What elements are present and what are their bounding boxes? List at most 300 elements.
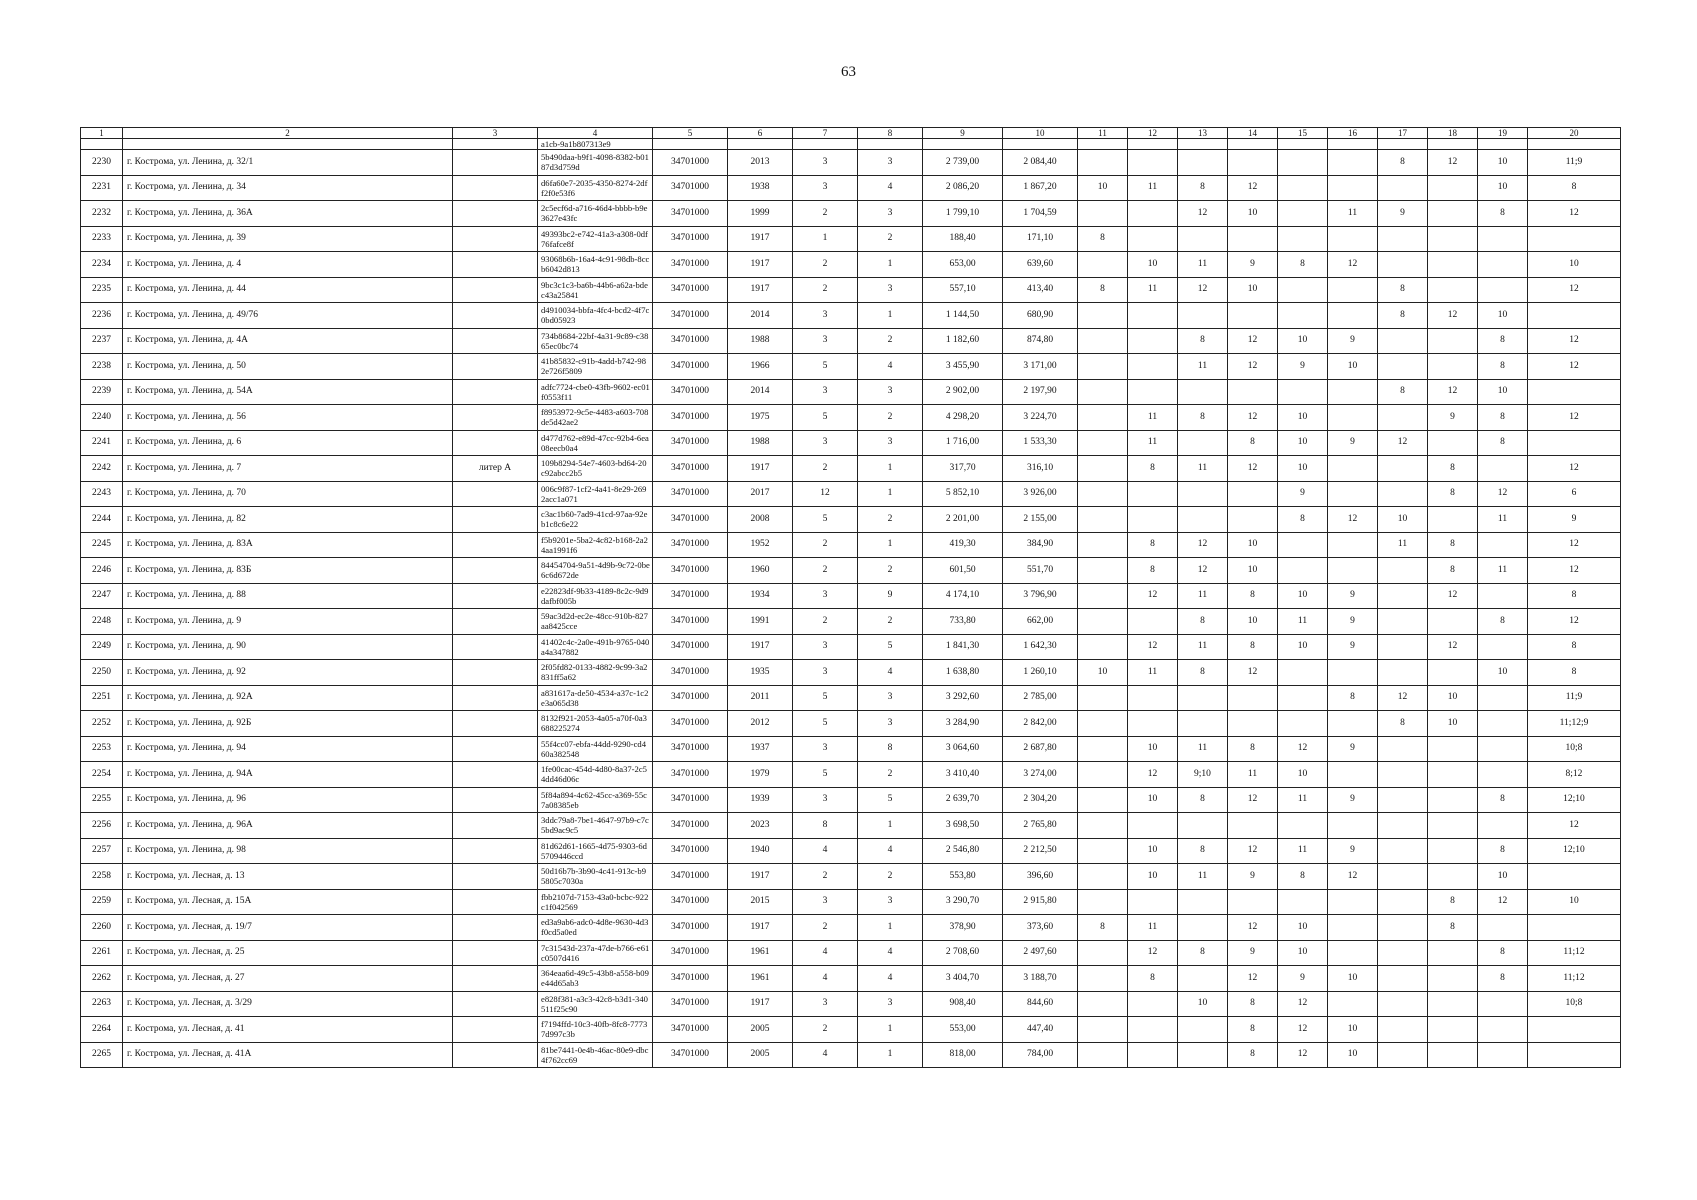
table-cell: 2012 <box>728 711 793 737</box>
table-row <box>81 558 1621 584</box>
table-cell: г. Кострома, ул. Ленина, д. 4А <box>123 328 453 354</box>
table-cell: 12 <box>1428 634 1478 660</box>
table-cell <box>1278 175 1328 201</box>
table-cell <box>1003 139 1078 150</box>
column-header: 20 <box>1528 128 1621 139</box>
table-cell <box>1278 277 1328 303</box>
table-cell <box>1078 889 1128 915</box>
table-cell <box>1378 991 1428 1017</box>
table-cell: 12 <box>1178 532 1228 558</box>
table-cell: 10 <box>1278 634 1328 660</box>
table-cell: 2264 <box>81 1017 123 1043</box>
table-cell: 8 <box>1228 1042 1278 1068</box>
table-cell: 10 <box>1128 736 1178 762</box>
table-cell: 653,00 <box>923 252 1003 278</box>
table-row <box>81 481 1621 507</box>
table-cell: 1961 <box>728 966 793 992</box>
table-cell: 5 <box>793 507 858 533</box>
table-cell: 10 <box>1328 966 1378 992</box>
table-row <box>81 838 1621 864</box>
table-cell: 10 <box>1478 660 1528 686</box>
table-cell: 12 <box>1528 532 1621 558</box>
table-cell: 2 639,70 <box>923 787 1003 813</box>
table-cell <box>1078 966 1128 992</box>
table-cell: 3 <box>793 430 858 456</box>
table-cell <box>453 150 538 176</box>
table-cell: 2 <box>793 252 858 278</box>
table-cell: 12 <box>1528 456 1621 482</box>
table-cell: г. Кострома, ул. Ленина, д. 6 <box>123 430 453 456</box>
table-row <box>81 966 1621 992</box>
table-cell: 2 <box>793 1017 858 1043</box>
table-cell: 34701000 <box>653 787 728 813</box>
table-cell <box>1478 991 1528 1017</box>
table-row <box>81 685 1621 711</box>
table-cell <box>453 889 538 915</box>
table-cell: 8 <box>1228 634 1278 660</box>
table-cell: d477d762-e89d-47cc-92b4-6ea08eecb0a4 <box>538 430 653 456</box>
table-cell: 378,90 <box>923 915 1003 941</box>
table-cell: 12 <box>1328 864 1378 890</box>
table-cell <box>1328 481 1378 507</box>
table-cell: 12 <box>1528 813 1621 839</box>
table-cell: 8 <box>1178 328 1228 354</box>
table-cell: 8 <box>1178 175 1228 201</box>
table-cell: 34701000 <box>653 303 728 329</box>
table-cell: 8 <box>1478 328 1528 354</box>
table-cell: 3 284,90 <box>923 711 1003 737</box>
table-cell <box>453 1042 538 1068</box>
table-cell: 55f4cc07-ebfa-44dd-9290-cd460a382548 <box>538 736 653 762</box>
table-cell: г. Кострома, ул. Ленина, д. 83А <box>123 532 453 558</box>
table-cell: 9 <box>1328 609 1378 635</box>
table-cell: 5 <box>858 634 923 660</box>
table-cell <box>1078 787 1128 813</box>
table-cell: 2 902,00 <box>923 379 1003 405</box>
table-cell: 9 <box>1228 864 1278 890</box>
table-cell: 8 <box>1378 303 1428 329</box>
table-cell: 8 <box>1428 481 1478 507</box>
table-cell: 8 <box>1328 685 1378 711</box>
table-cell <box>1228 711 1278 737</box>
table-cell: 5b490daa-b9f1-4098-8382-b0187d3d759d <box>538 150 653 176</box>
table-cell: 11 <box>1178 583 1228 609</box>
table-cell <box>1178 303 1228 329</box>
table-cell <box>453 864 538 890</box>
table-cell: 8132f921-2053-4a05-a70f-0a3688225274 <box>538 711 653 737</box>
table-cell: 2 <box>858 507 923 533</box>
table-cell <box>1228 507 1278 533</box>
table-cell: 1917 <box>728 277 793 303</box>
table-cell: 34701000 <box>653 379 728 405</box>
table-cell: 12 <box>1178 558 1228 584</box>
table-cell: 2237 <box>81 328 123 354</box>
table-cell: 11 <box>1128 660 1178 686</box>
table-cell: 2239 <box>81 379 123 405</box>
table-cell: 784,00 <box>1003 1042 1078 1068</box>
table-cell: 12 <box>1528 405 1621 431</box>
table-cell <box>1378 175 1428 201</box>
table-cell: 1 <box>858 481 923 507</box>
table-cell <box>1378 838 1428 864</box>
table-cell: 12 <box>1378 685 1428 711</box>
table-cell: 12 <box>1178 201 1228 227</box>
table-cell <box>1428 201 1478 227</box>
column-header: 18 <box>1428 128 1478 139</box>
table-cell: 34701000 <box>653 1017 728 1043</box>
table-cell <box>1478 685 1528 711</box>
table-cell: 1 <box>858 813 923 839</box>
table-row <box>81 583 1621 609</box>
table-cell: г. Кострома, ул. Ленина, д. 50 <box>123 354 453 380</box>
table-cell: 2235 <box>81 277 123 303</box>
table-cell: 188,40 <box>923 226 1003 252</box>
table-cell: г. Кострома, ул. Лесная, д. 27 <box>123 966 453 992</box>
table-cell <box>1328 405 1378 431</box>
table-cell <box>1278 201 1328 227</box>
table-cell: 34701000 <box>653 634 728 660</box>
table-cell <box>1428 507 1478 533</box>
table-cell: 34701000 <box>653 660 728 686</box>
table-cell: 171,10 <box>1003 226 1078 252</box>
table-cell: 2 086,20 <box>923 175 1003 201</box>
table-cell: 10 <box>1478 175 1528 201</box>
table-cell: 2258 <box>81 864 123 890</box>
table-cell: 34701000 <box>653 813 728 839</box>
table-cell <box>453 991 538 1017</box>
table-cell: 3 <box>858 150 923 176</box>
table-cell <box>1428 328 1478 354</box>
table-cell: 34701000 <box>653 915 728 941</box>
table-cell: 384,90 <box>1003 532 1078 558</box>
table-cell: 2249 <box>81 634 123 660</box>
table-cell: г. Кострома, ул. Ленина, д. 4 <box>123 252 453 278</box>
table-cell: г. Кострома, ул. Лесная, д. 3/29 <box>123 991 453 1017</box>
table-cell: 11 <box>1328 201 1378 227</box>
table-cell: 3 <box>793 634 858 660</box>
table-cell: 5 <box>793 762 858 788</box>
table-cell: 8 <box>1178 609 1228 635</box>
table-cell: 34701000 <box>653 405 728 431</box>
table-cell: 8 <box>1478 966 1528 992</box>
table-cell <box>1378 609 1428 635</box>
table-row <box>81 736 1621 762</box>
table-cell: 10 <box>1478 150 1528 176</box>
housing-register-table <box>80 127 1621 1068</box>
table-row <box>81 940 1621 966</box>
table-cell: 34701000 <box>653 609 728 635</box>
table-cell: 9 <box>1328 634 1378 660</box>
table-cell: 8 <box>1528 583 1621 609</box>
table-cell: 8 <box>1278 507 1328 533</box>
table-cell: 12 <box>1428 379 1478 405</box>
table-cell: 1988 <box>728 430 793 456</box>
table-cell: 1 <box>858 303 923 329</box>
table-cell <box>1378 940 1428 966</box>
table-cell <box>453 201 538 227</box>
table-cell: г. Кострома, ул. Лесная, д. 41А <box>123 1042 453 1068</box>
table-cell <box>1128 150 1178 176</box>
table-cell: 8 <box>1178 940 1228 966</box>
table-cell: 2 <box>858 558 923 584</box>
table-cell <box>453 583 538 609</box>
table-cell: 2 <box>858 864 923 890</box>
table-cell: 3 <box>793 175 858 201</box>
table-cell: 2 <box>793 532 858 558</box>
table-cell: 10 <box>1128 787 1178 813</box>
table-cell: 8 <box>1178 660 1228 686</box>
table-cell <box>1228 889 1278 915</box>
table-cell <box>1078 150 1128 176</box>
table-cell <box>1078 507 1128 533</box>
table-row <box>81 379 1621 405</box>
table-cell: 1961 <box>728 940 793 966</box>
table-cell: 8 <box>1128 532 1178 558</box>
table-cell: 34701000 <box>653 507 728 533</box>
table-cell <box>1178 966 1228 992</box>
table-cell: г. Кострома, ул. Ленина, д. 94 <box>123 736 453 762</box>
table-cell <box>1078 456 1128 482</box>
table-cell: d6fa60e7-2035-4350-8274-2dff2f0e53f6 <box>538 175 653 201</box>
table-cell <box>1178 813 1228 839</box>
table-cell: 3 455,90 <box>923 354 1003 380</box>
table-cell <box>1078 864 1128 890</box>
table-cell: 2262 <box>81 966 123 992</box>
table-cell: 5 <box>858 787 923 813</box>
table-cell <box>1478 583 1528 609</box>
table-cell: 8 <box>1078 277 1128 303</box>
table-cell: 12 <box>1128 940 1178 966</box>
table-row <box>81 303 1621 329</box>
table-cell: 10 <box>1278 328 1328 354</box>
table-cell: 8 <box>1478 609 1528 635</box>
table-cell <box>1228 303 1278 329</box>
table-cell <box>453 303 538 329</box>
table-cell <box>1078 1042 1128 1068</box>
table-cell: 2 915,80 <box>1003 889 1078 915</box>
table-cell <box>1378 1017 1428 1043</box>
table-cell: 34701000 <box>653 762 728 788</box>
table-cell <box>1378 864 1428 890</box>
table-cell: 5 <box>793 685 858 711</box>
table-cell: 59ac3d2d-ec2e-48cc-910b-827aa8425cce <box>538 609 653 635</box>
table-cell: 12 <box>1428 303 1478 329</box>
table-cell: 2 212,50 <box>1003 838 1078 864</box>
table-cell: 2 304,20 <box>1003 787 1078 813</box>
table-cell <box>1128 379 1178 405</box>
table-cell <box>1328 532 1378 558</box>
table-cell: 10 <box>1278 762 1328 788</box>
table-cell: 8 <box>1478 838 1528 864</box>
table-cell: 8 <box>1078 226 1128 252</box>
table-cell: 3 <box>793 379 858 405</box>
table-cell: 1 <box>858 1042 923 1068</box>
table-cell <box>1378 915 1428 941</box>
table-cell <box>453 532 538 558</box>
table-cell: 12 <box>1478 481 1528 507</box>
table-cell: 11 <box>1178 634 1228 660</box>
table-cell: 1 841,30 <box>923 634 1003 660</box>
table-cell: 373,60 <box>1003 915 1078 941</box>
table-cell: 7c31543d-237a-47de-b766-e61c0507d416 <box>538 940 653 966</box>
table-cell: 11;12 <box>1528 940 1621 966</box>
table-cell: 10 <box>1228 609 1278 635</box>
table-cell: 34701000 <box>653 889 728 915</box>
table-cell: 1937 <box>728 736 793 762</box>
table-cell <box>1428 813 1478 839</box>
table-cell: 2246 <box>81 558 123 584</box>
table-cell: 8 <box>1478 940 1528 966</box>
table-cell: 3 926,00 <box>1003 481 1078 507</box>
table-cell <box>1528 1042 1621 1068</box>
table-cell: 818,00 <box>923 1042 1003 1068</box>
table-cell <box>1128 609 1178 635</box>
table-cell <box>1378 252 1428 278</box>
table-cell: 2 <box>858 226 923 252</box>
table-cell: 9 <box>1278 354 1328 380</box>
table-cell: 2014 <box>728 303 793 329</box>
table-cell <box>1378 558 1428 584</box>
table-cell: 10 <box>1228 201 1278 227</box>
table-cell: 3ddc79a8-7be1-4647-97b9-c7c5bd9ac9c5 <box>538 813 653 839</box>
table-cell: 734b8684-22bf-4a31-9c89-c3865ec0bc74 <box>538 328 653 354</box>
table-cell: 8 <box>1128 456 1178 482</box>
table-cell <box>1378 456 1428 482</box>
table-cell: г. Кострома, ул. Ленина, д. 49/76 <box>123 303 453 329</box>
table-cell <box>1078 583 1128 609</box>
table-cell <box>453 430 538 456</box>
table-cell: 12 <box>1228 787 1278 813</box>
table-cell <box>1328 915 1378 941</box>
table-cell: 4 <box>858 838 923 864</box>
column-header: 12 <box>1128 128 1178 139</box>
table-cell <box>1328 277 1378 303</box>
table-cell: 81be7441-0e4b-46ac-80e9-dbc4f762cc69 <box>538 1042 653 1068</box>
table-cell: 10 <box>1228 558 1278 584</box>
table-cell: 34701000 <box>653 736 728 762</box>
table-cell <box>1178 915 1228 941</box>
table-cell: 2008 <box>728 507 793 533</box>
table-cell <box>1278 558 1328 584</box>
table-cell: г. Кострома, ул. Ленина, д. 83Б <box>123 558 453 584</box>
column-header: 10 <box>1003 128 1078 139</box>
column-header: 3 <box>453 128 538 139</box>
table-cell: 34701000 <box>653 354 728 380</box>
table-cell: 8 <box>1528 175 1621 201</box>
table-cell: 10 <box>1078 175 1128 201</box>
table-cell: 12 <box>1528 277 1621 303</box>
table-cell: 2257 <box>81 838 123 864</box>
table-cell <box>1328 139 1378 150</box>
table-cell: 34701000 <box>653 328 728 354</box>
table-cell: 10 <box>1528 889 1621 915</box>
table-cell: 5 852,10 <box>923 481 1003 507</box>
table-cell <box>653 139 728 150</box>
table-cell <box>1428 252 1478 278</box>
table-cell: 639,60 <box>1003 252 1078 278</box>
table-cell: 3 064,60 <box>923 736 1003 762</box>
table-cell: г. Кострома, ул. Ленина, д. 34 <box>123 175 453 201</box>
table-cell: 2 687,80 <box>1003 736 1078 762</box>
table-row <box>81 915 1621 941</box>
table-cell: 3 290,70 <box>923 889 1003 915</box>
table-cell: 8 <box>858 736 923 762</box>
page-number: 63 <box>841 64 856 80</box>
table-cell: 9 <box>1328 583 1378 609</box>
table-cell <box>1328 379 1378 405</box>
table-cell: 34701000 <box>653 150 728 176</box>
table-cell: 8 <box>1078 915 1128 941</box>
table-cell <box>453 838 538 864</box>
table-cell: 11;9 <box>1528 150 1621 176</box>
table-cell: 10 <box>1328 354 1378 380</box>
table-cell: 9 <box>858 583 923 609</box>
table-cell: 10 <box>1478 379 1528 405</box>
table-cell: 2 155,00 <box>1003 507 1078 533</box>
table-cell: 4 <box>858 966 923 992</box>
table-cell: 34701000 <box>653 175 728 201</box>
table-cell: 2233 <box>81 226 123 252</box>
table-cell <box>1478 1042 1528 1068</box>
table-cell: 8 <box>1428 915 1478 941</box>
table-cell: 9;10 <box>1178 762 1228 788</box>
table-cell: г. Кострома, ул. Лесная, д. 25 <box>123 940 453 966</box>
table-cell: 11;12 <box>1528 966 1621 992</box>
table-cell: 364eaa6d-49c5-43b8-a558-b09e44d65ab3 <box>538 966 653 992</box>
table-cell: г. Кострома, ул. Лесная, д. 15А <box>123 889 453 915</box>
table-cell <box>1528 303 1621 329</box>
table-cell <box>1478 711 1528 737</box>
table-cell <box>1528 1017 1621 1043</box>
table-cell: 9 <box>1328 736 1378 762</box>
table-cell: 11 <box>1478 507 1528 533</box>
table-cell: 34701000 <box>653 1042 728 1068</box>
table-cell <box>1228 481 1278 507</box>
table-cell: 1940 <box>728 838 793 864</box>
table-row <box>81 175 1621 201</box>
table-cell: 11 <box>1128 175 1178 201</box>
table-cell: 9 <box>1328 787 1378 813</box>
table-cell <box>453 252 538 278</box>
table-cell: 1917 <box>728 915 793 941</box>
table-cell: 9 <box>1228 940 1278 966</box>
table-cell: c3ac1b60-7ad9-41cd-97aa-92eb1c8c6e22 <box>538 507 653 533</box>
table-cell: 4 <box>793 940 858 966</box>
table-cell: 1917 <box>728 252 793 278</box>
table-cell <box>1328 889 1378 915</box>
table-cell: 5 <box>793 405 858 431</box>
table-row <box>81 660 1621 686</box>
table-cell <box>1478 762 1528 788</box>
table-cell: 8 <box>1428 889 1478 915</box>
table-cell: 34701000 <box>653 558 728 584</box>
table-cell: г. Кострома, ул. Ленина, д. 44 <box>123 277 453 303</box>
table-cell: 34701000 <box>653 252 728 278</box>
table-cell: 557,10 <box>923 277 1003 303</box>
table-cell: 3 <box>858 991 923 1017</box>
table-cell: 2 <box>793 201 858 227</box>
table-cell <box>1128 226 1178 252</box>
table-cell: 10 <box>1228 532 1278 558</box>
table-cell <box>453 813 538 839</box>
table-cell <box>1428 1042 1478 1068</box>
table-cell <box>1328 303 1378 329</box>
table-cell: 1 144,50 <box>923 303 1003 329</box>
table-cell: 9 <box>1328 430 1378 456</box>
table-cell: 11;12;9 <box>1528 711 1621 737</box>
table-cell: 553,80 <box>923 864 1003 890</box>
table-cell <box>1528 226 1621 252</box>
